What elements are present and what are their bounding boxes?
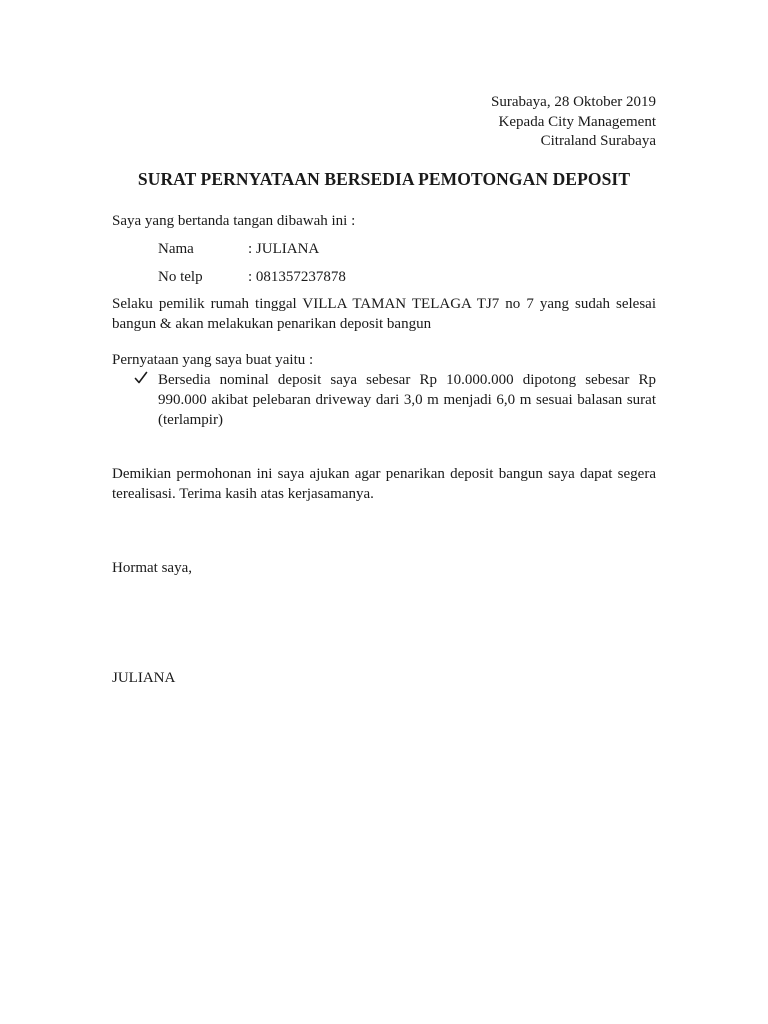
place-date: Surabaya, 28 Oktober 2019 xyxy=(491,94,656,110)
owner-paragraph: Selaku pemilik rumah tinggal VILLA TAMAN TELAGA TJ7 no 7 yang sudah selesai bangun & akan melakukan penarikan deposit bangun xyxy=(112,296,656,332)
recipient-location: Citraland Surabaya xyxy=(540,133,656,149)
intro-text: Saya yang bertanda tangan dibawah ini : xyxy=(112,213,356,229)
field-label-nama: Nama xyxy=(158,241,194,257)
salutation: Hormat saya, xyxy=(112,560,192,576)
field-value-no-telp: : 081357237878 xyxy=(248,269,346,285)
recipient: Kepada City Management xyxy=(498,114,656,130)
letter-title: SURAT PERNYATAAN BERSEDIA PEMOTONGAN DEPOSIT xyxy=(137,169,631,189)
checkmark-icon xyxy=(134,370,148,386)
field-label-no-telp: No telp xyxy=(158,269,203,285)
closing-paragraph: Demikian permohonan ini saya ajukan agar penarikan deposit bangun saya dapat segera terealisasi. Terima kasih atas kerjasamanya. xyxy=(112,466,656,502)
statement-intro: Pernyataan yang saya buat yaitu : xyxy=(112,352,314,368)
field-value-nama: : JULIANA xyxy=(248,241,320,257)
signature-name: JULIANA xyxy=(112,670,176,686)
statement-item: Bersedia nominal deposit saya sebesar Rp 10.000.000 dipotong sebesar Rp 990.000 akibat pelebaran driveway dari 3,0 m menjadi 6,0 m sesuai balasan surat (terlampir) xyxy=(158,372,656,428)
